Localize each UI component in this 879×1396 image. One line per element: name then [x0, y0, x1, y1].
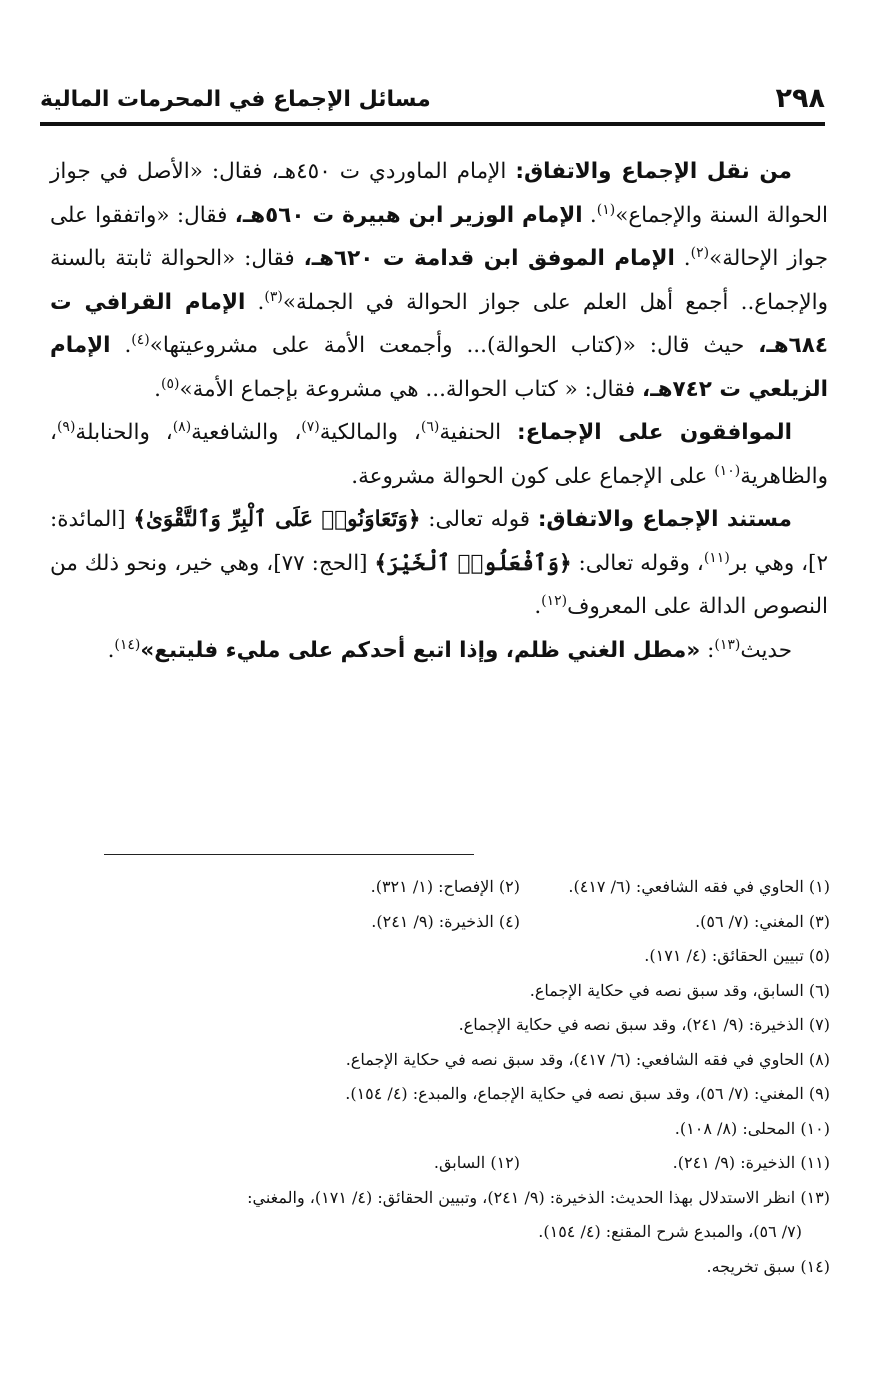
footnote-2: (٢) الإفصاح: (١/ ٣٢١).: [370, 877, 520, 896]
footnote-4: (٤) الذخيرة: (٩/ ٢٤١).: [371, 911, 520, 931]
footnote-row: [40, 905, 830, 940]
footnote-13: (١٣) انظر الاستدلال بهذا الحديث: الذخيرة: (٩/ ٢٤١)، وتبيين الحقائق: (٤/ ١٧١)، والمغني:: [247, 1187, 830, 1207]
text: [الحج: ٧٧]، وهي خير، ونحو ذلك من النصوص الدالة على المعروف: [50, 550, 828, 619]
footnote-ref[interactable]: (١): [596, 201, 616, 218]
footnote-8: (٨) الحاوي في فقه الشافعي: (٦/ ٤١٧)، وقد سبق نصه في حكاية الإجماع.: [345, 1049, 830, 1069]
text: .: [674, 246, 691, 271]
quran-verse: ﴿وَٱفْعَلُوا۟ ٱلْخَيْرَ﴾: [374, 550, 572, 576]
footnote-row: [40, 870, 830, 905]
text: فقال: «واتفقوا على جواز الإحالة»: [50, 202, 828, 271]
footnote-7: (٧) الذخيرة: (٩/ ٢٤١)، وقد سبق نصه في حكاية الإجماع.: [458, 1015, 830, 1034]
section-heading-evidence: مستند الإجماع والاتفاق:: [537, 507, 792, 532]
footnote-ref[interactable]: (٦): [420, 418, 440, 435]
text: قوله تعالى:: [420, 507, 538, 532]
section-heading-agreeing: الموافقون على الإجماع:: [517, 420, 792, 445]
scholar-name: الإمام القرافي ت ٦٨٤هـ،: [50, 289, 828, 358]
scholar-name: الإمام الزيلعي ت ٧٤٢هـ،: [50, 333, 828, 402]
footnote-13-continued: (٧/ ٥٦)، والمبدع شرح المقنع: (٤/ ١٥٤).: [538, 1222, 802, 1241]
footnote-ref[interactable]: (١٢): [541, 592, 568, 609]
main-text: [50, 150, 828, 672]
scholar-name: الإمام الوزير ابن هبيرة ت ٥٦٠هـ،: [234, 202, 583, 228]
text: [المائدة: ٢]، وهي بر: [50, 507, 829, 576]
footnote-row: [40, 1146, 830, 1181]
paragraph-transmitters: [50, 150, 828, 411]
text: فقال: « كتاب الحوالة... هي مشروعة بإجماع الأمة»: [179, 376, 643, 402]
footnote-ref[interactable]: (٧): [301, 418, 320, 435]
footnote-ref[interactable]: (٢): [690, 244, 710, 261]
text: ، والحنابلة: [75, 420, 173, 445]
hadith-text: «مطل الغني ظلم، وإذا اتبع أحدكم على مليء فليتبع»: [140, 637, 701, 663]
text: ، والمالكية: [319, 420, 421, 445]
page-header: [40, 82, 825, 126]
footnotes: [40, 870, 830, 1284]
text: .: [245, 289, 265, 315]
footnote-10: (١٠) المحلى: (٨/ ١٠٨).: [674, 1118, 830, 1138]
text: :: [700, 637, 715, 663]
footnote-ref[interactable]: (٨): [172, 418, 192, 435]
text: حديث: [740, 637, 792, 663]
text: .: [534, 594, 542, 619]
footnote-ref[interactable]: (٤): [131, 331, 150, 348]
text: حيث قال: «(كتاب الحوالة)... وأجمعت الأمة على مشروعيتها»: [149, 333, 759, 358]
text: .: [582, 202, 597, 228]
scholar-name: الإمام الموفق ابن قدامة ت ٦٢٠هـ،: [303, 246, 675, 271]
text: فقال: «الحوالة ثابتة بالسنة والإجماع.. أجمع أهل العلم على جواز الحوالة في الجملة»: [50, 246, 828, 315]
running-title: مسائل الإجماع في المحرمات المالية: [40, 87, 431, 112]
text: على الإجماع على كون الحوالة مشروعة.: [351, 463, 715, 489]
footnote-ref[interactable]: (١٤): [114, 636, 141, 653]
text: .: [107, 637, 115, 663]
footnote-6: (٦) السابق، وقد سبق نصه في حكاية الإجماع.: [529, 980, 830, 1000]
footnote-separator: [104, 854, 474, 855]
text: الإمام الماوردي ت ٤٥٠هـ، فقال: «الأصل في جواز الحوالة السنة والإجماع»: [50, 159, 828, 228]
footnote-5: (٥) تبيين الحقائق: (٤/ ١٧١).: [644, 946, 830, 965]
footnote-14: (١٤) سبق تخريجه.: [706, 1256, 830, 1276]
footnote-3: (٣) المغني: (٧/ ٥٦).: [695, 911, 830, 931]
paragraph-hadith: [50, 629, 828, 673]
footnote-ref[interactable]: (٥): [160, 375, 180, 392]
text: ، وقوله تعالى:: [571, 550, 704, 576]
paragraph-evidence: [50, 498, 828, 629]
text: ، والشافعية: [191, 420, 302, 445]
paragraph-agreeing: [50, 411, 828, 498]
footnote-ref[interactable]: (١٠): [714, 462, 741, 479]
page-number: ٢٩٨: [775, 83, 825, 114]
text: .: [154, 376, 161, 402]
text: .: [110, 333, 132, 358]
text: الحنفية: [439, 420, 517, 445]
footnote-ref[interactable]: (١١): [703, 549, 730, 566]
quran-verse: ﴿وَتَعَاوَنُوا۟ عَلَى ٱلْبِرِّ وَٱلتَّقْوَىٰ﴾: [133, 507, 421, 532]
footnote-ref[interactable]: (٣): [264, 288, 283, 305]
footnote-ref[interactable]: (١٣): [714, 636, 741, 653]
footnote-1: (١) الحاوي في فقه الشافعي: (٦/ ٤١٧).: [568, 877, 830, 896]
footnote-ref[interactable]: (٩): [56, 418, 76, 435]
footnote-11: (١١) الذخيرة: (٩/ ٢٤١).: [672, 1153, 830, 1172]
footnote-9: (٩) المغني: (٧/ ٥٦)، وقد سبق نصه في حكاية الإجماع، والمبدع: (٤/ ١٥٤).: [345, 1084, 830, 1103]
footnote-12: (١٢) السابق.: [433, 1153, 520, 1172]
section-heading-transmitters: من نقل الإجماع والاتفاق:: [515, 159, 792, 184]
text: ، والظاهرية: [50, 420, 828, 489]
